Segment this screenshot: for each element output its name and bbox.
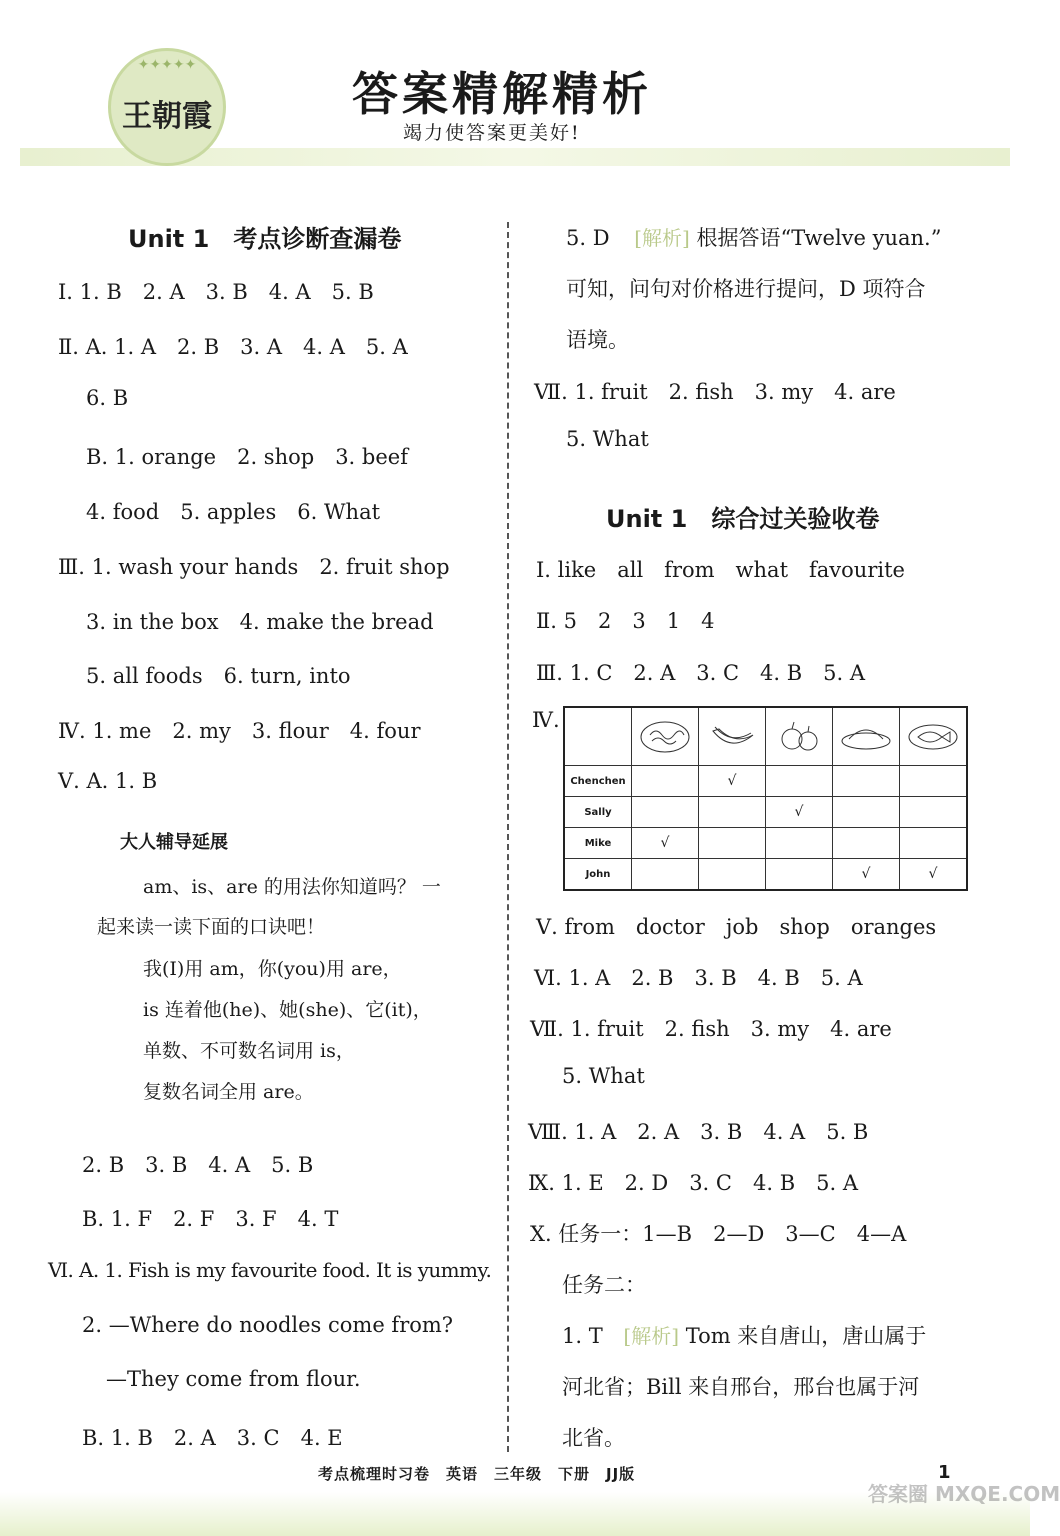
table-row-name: Chenchen [564,766,632,797]
answer-number: 5. D [566,226,610,250]
page-title: 答案精解精析 [352,67,652,121]
answer-line: 5. What [562,1064,645,1088]
answer-line: Ⅳ. 1. me 2. my 3. flour 4. four [58,719,421,743]
answer-line: Ⅴ. from doctor job shop oranges [536,915,937,939]
tip-line: 起来读一读下面的口诀吧！ [97,916,326,938]
footer-text: 考点梳理时习卷 英语 三年级 下册 JJ版 [318,1465,636,1483]
tip-line: am、is、are 的用法你知道吗？ 一 [143,876,441,898]
table-row-name: John [564,859,632,891]
answer-line: Ⅲ. 1. C 2. A 3. C 4. B 5. A [536,661,866,685]
table-row-name: Mike [564,828,632,859]
answer-line [562,1320,926,1350]
answer-line: Ⅹ. 任务一：1—B 2—D 3—C 4—A [530,1222,907,1246]
answer-line: Ⅱ. 5 2 3 1 4 [536,609,715,633]
answer-line: B. 1. B 2. A 3. C 4. E [82,1426,343,1450]
answer-line: Ⅵ. 1. A 2. B 3. B 4. B 5. A [534,966,863,990]
bread-icon [833,707,900,766]
answer-line: B. 1. orange 2. shop 3. beef [86,445,408,469]
answer-line: 4. food 5. apples 6. What [86,500,381,524]
banana-icon [699,707,766,766]
answer-line: B. 1. F 2. F 3. F 4. T [82,1207,339,1231]
answer-line: 5. What [566,427,649,451]
answer-line: 可知，问句对价格进行提问，D 项符合 [566,277,926,301]
unit-title-right: Unit 1 综合过关验收卷 [606,505,880,533]
check-mark: √ [632,828,699,859]
answer-line: Ⅰ. like all from what favourite [536,558,905,582]
answer-line: Ⅲ. 1. wash your hands 2. fruit shop [58,555,450,579]
answer-line: 语境。 [566,328,629,352]
answer-line: Ⅰ. 1. B 2. A 3. B 4. A 5. B [58,280,374,304]
answer-line: Ⅶ. 1. fruit 2. fish 3. my 4. are [534,380,896,404]
table-row-name: Sally [564,797,632,828]
tip-title: 大人辅导延展 [120,832,228,853]
answer-line: 2. —Where do noodles come from? [82,1313,454,1337]
unit-title-left: Unit 1 考点诊断查漏卷 [128,225,402,253]
food-table [563,706,968,891]
brand-name: 王朝霞 [122,99,212,134]
answer-line: 任务二： [562,1273,646,1297]
analysis-text: 根据答语“Twelve yuan.” [696,226,942,250]
answer-line: Ⅶ. 1. fruit 2. fish 3. my 4. are [530,1017,892,1041]
fish-icon [900,707,968,766]
check-mark: √ [699,766,766,797]
watermark: 答案圈 MXQE.COM [868,1482,1060,1506]
answer-line: Ⅷ. 1. A 2. A 3. B 4. A 5. B [528,1120,869,1144]
answer-line: 5. all foods 6. turn, into [86,664,351,688]
answer-line: Ⅱ. A. 1. A 2. B 3. A 4. A 5. A [58,335,408,359]
tip-line: 复数名词全用 are。 [143,1081,314,1103]
answer-line: Ⅴ. A. 1. B [58,769,158,793]
table-corner [564,707,632,766]
answer-line: 3. in the box 4. make the bread [86,610,434,634]
page-number: 1 [938,1462,951,1483]
answer-line: Ⅸ. 1. E 2. D 3. C 4. B 5. A [528,1171,859,1195]
answer-line: Ⅵ. A. 1. Fish is my favourite food. It is yummy. [48,1258,492,1282]
tip-line: 我(I)用 am，你(you)用 are， [143,958,402,980]
noodles-icon [632,707,699,766]
analysis-tag: [解析] [634,226,690,250]
apples-icon [766,707,833,766]
answer-line: 河北省；Bill 来自邢台，邢台也属于河 [562,1375,920,1399]
analysis-text: Tom 来自唐山，唐山属于 [685,1324,927,1348]
page-subtitle: 竭力使答案更美好! [403,122,581,144]
brand-logo [108,48,226,166]
answer-number: 1. T [562,1324,603,1348]
check-mark: √ [766,797,833,828]
tip-line: 单数、不可数名词用 is， [143,1040,355,1062]
answer-line: 2. B 3. B 4. A 5. B [82,1153,314,1177]
analysis-tag: [解析] [623,1324,680,1348]
answer-line [566,222,941,252]
answer-line: Ⅳ. [532,708,560,732]
tip-line: is 连着他(he)、她(she)、它(it)， [143,999,432,1021]
column-divider [507,222,509,1452]
check-mark: √ [900,859,968,891]
check-mark: √ [833,859,900,891]
crown-icon: ✦✦✦✦✦ [137,57,197,73]
answer-line: 6. B [86,386,129,410]
answer-line: —They come from flour. [106,1367,361,1391]
answer-line: 北省。 [562,1426,625,1450]
